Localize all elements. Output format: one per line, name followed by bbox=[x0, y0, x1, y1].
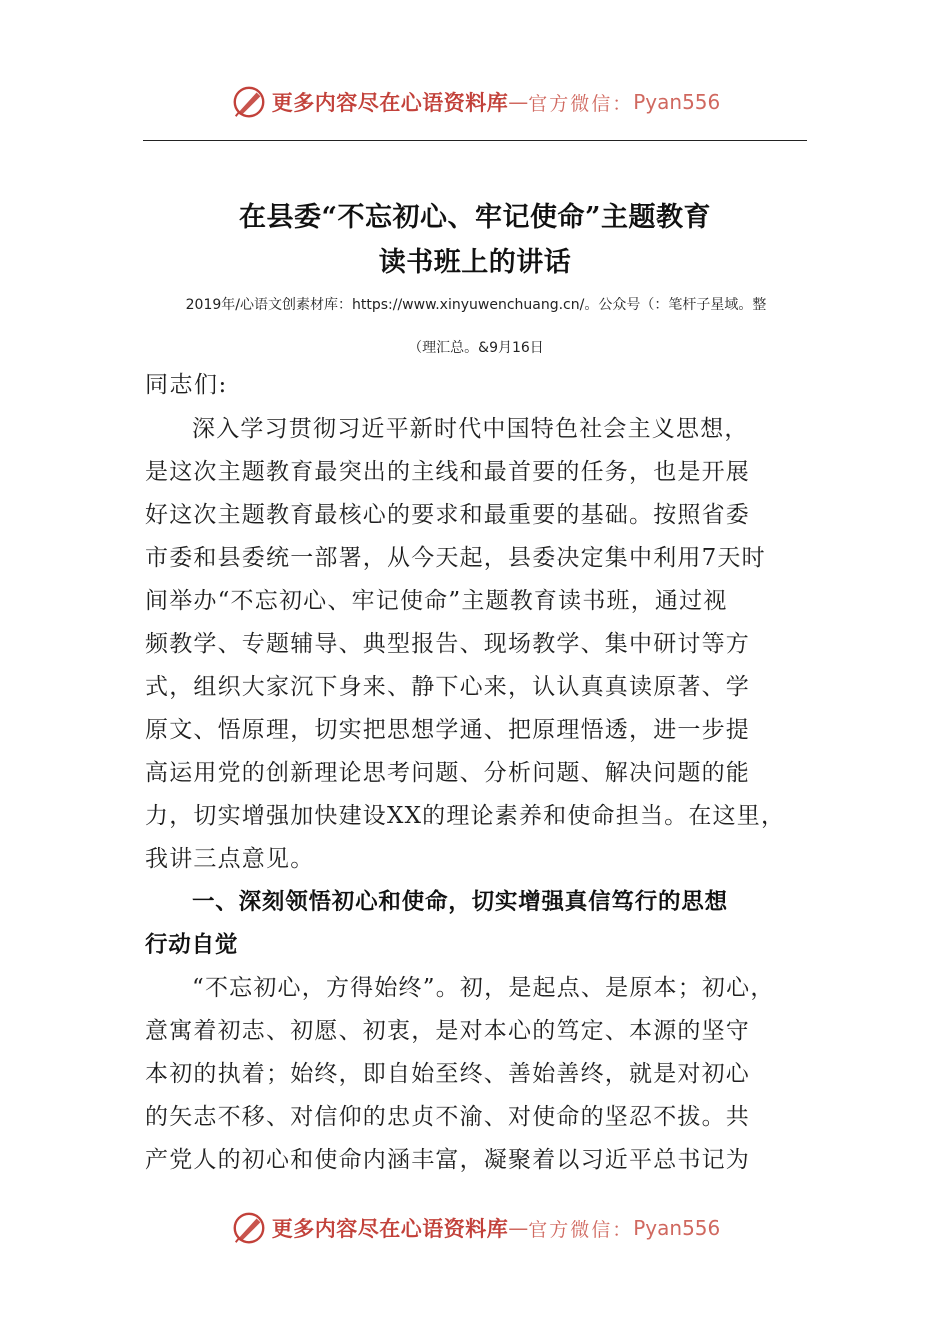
body-line: 市委和县委统一部署，从今天起，县委决定集中利用7天时 bbox=[145, 545, 766, 571]
watermark-wechat-id: Pyan556 bbox=[633, 1216, 721, 1240]
body-line: 意寓着初志、初愿、初衷，是对本心的笃定、本源的坚守 bbox=[145, 1018, 750, 1044]
section-heading-line: 一、深刻领悟初心和使命，切实增强真信笃行的思想 bbox=[192, 889, 728, 915]
header-watermark bbox=[0, 80, 950, 124]
watermark-brand: 更多内容尽在心语资料库 bbox=[271, 90, 509, 115]
watermark-brand: 更多内容尽在心语资料库 bbox=[271, 1216, 509, 1241]
body-line: 本初的执着；始终，即自始至终、善始善终，就是对初心 bbox=[145, 1061, 750, 1087]
document-meta-line-1: 2019年/心语文创素材库：https://www.xinyuwenchuang.cn/。公众号（：笔杆子星域。整 bbox=[185, 297, 767, 313]
body-line: “不忘初心，方得始终”。初，是起点、是原本；初心， bbox=[192, 975, 775, 1001]
watermark-wechat-label: 官方微信： bbox=[528, 1218, 634, 1241]
body-line: 原文、悟原理，切实把思想学通、把原理悟透，进一步提 bbox=[145, 717, 750, 743]
watermark-dash: — bbox=[508, 1216, 529, 1240]
body-line: 式，组织大家沉下身来、静下心来，认认真真读原著、学 bbox=[145, 674, 750, 700]
quill-pen-logo-icon bbox=[230, 83, 268, 121]
watermark-wechat-id: Pyan556 bbox=[633, 90, 721, 114]
watermark-dash: — bbox=[508, 90, 529, 114]
section-heading-line: 行动自觉 bbox=[145, 932, 239, 958]
salutation: 同志们: bbox=[145, 372, 228, 398]
body-line: 深入学习贯彻习近平新时代中国特色社会主义思想， bbox=[192, 416, 749, 442]
body-line: 是这次主题教育最突出的主线和最首要的任务，也是开展 bbox=[145, 459, 750, 485]
body-line: 频教学、专题辅导、典型报告、现场教学、集中研讨等方 bbox=[145, 631, 750, 657]
body-line: 间举办“不忘初心、牢记使命”主题教育读书班，通过视 bbox=[145, 588, 728, 614]
body-line: 力，切实增强加快建设XX的理论素养和使命担当。在这里， bbox=[145, 803, 786, 829]
watermark-wechat-label: 官方微信： bbox=[528, 92, 634, 115]
body-line: 产党人的初心和使命内涵丰富，凝聚着以习近平总书记为 bbox=[145, 1147, 750, 1173]
document-title-line-1: 在县委“不忘初心、牢记使命”主题教育 bbox=[238, 202, 712, 233]
body-line: 我讲三点意见。 bbox=[145, 846, 315, 872]
footer-watermark bbox=[0, 1206, 950, 1250]
body-line: 好这次主题教育最核心的要求和最重要的基础。按照省委 bbox=[145, 502, 750, 528]
document-title-line-2: 读书班上的讲话 bbox=[378, 247, 572, 278]
document-meta-line-2: （理汇总。&9月16日 bbox=[408, 340, 544, 356]
document-body bbox=[145, 408, 813, 1182]
body-line: 的矢志不移、对信仰的忠贞不渝、对使命的坚忍不拔。共 bbox=[145, 1104, 750, 1130]
quill-pen-logo-icon bbox=[230, 1209, 268, 1247]
header-divider bbox=[143, 140, 807, 141]
body-line: 高运用党的创新理论思考问题、分析问题、解决问题的能 bbox=[145, 760, 750, 786]
